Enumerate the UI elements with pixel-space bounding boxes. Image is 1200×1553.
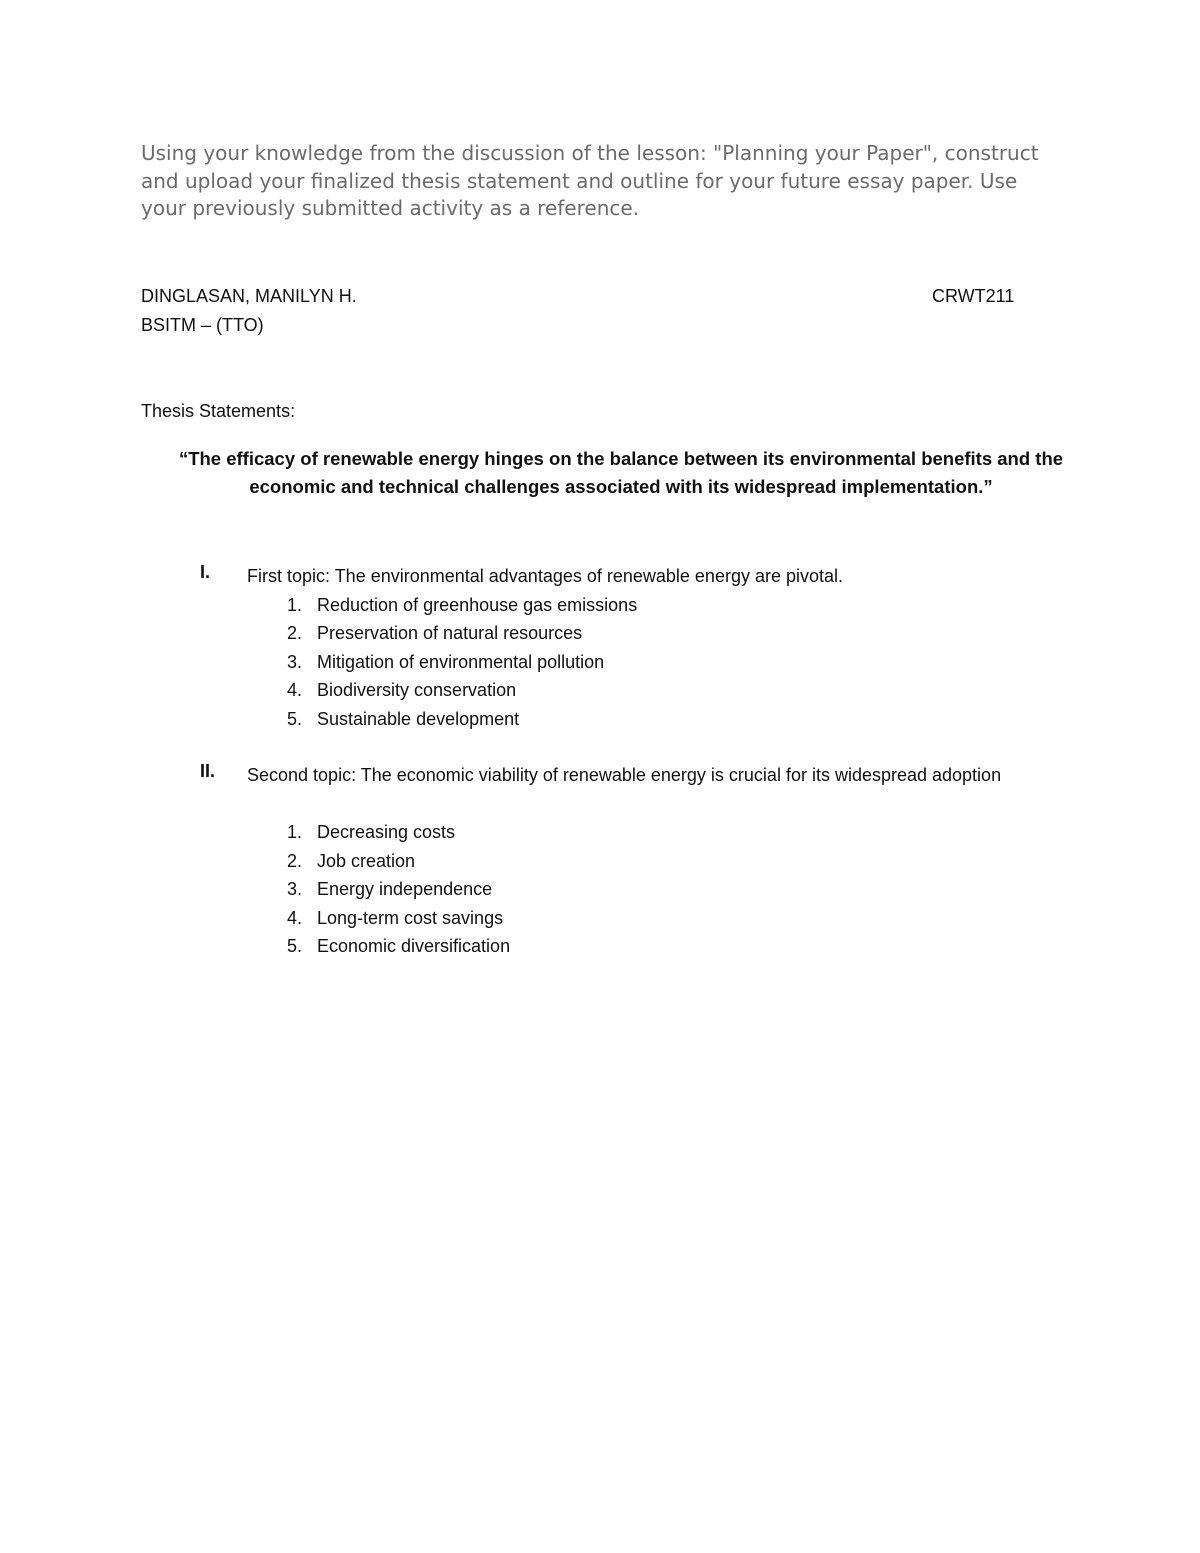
program-section: BSITM – (TTO) xyxy=(141,315,264,335)
item-text: Mitigation of environmental pollution xyxy=(317,651,605,672)
item-text: Energy independence xyxy=(317,879,493,899)
item-text: Sustainable development xyxy=(317,708,520,729)
item-text: Biodiversity conservation xyxy=(317,680,517,700)
section-topic: First topic: The environmental advantages of renewable energy are pivotal. xyxy=(247,566,844,586)
assignment-prompt: Using your knowledge from the discussion of the lesson: "Planning your Paper", construct and upload your finalized thesis statement and outline for your future essay paper. Use your previously submitted activity as a reference. xyxy=(141,141,1039,220)
course-code: CRWT211 xyxy=(932,286,1015,306)
item-number: 5. xyxy=(286,708,302,729)
item-text: Reduction of greenhouse gas emissions xyxy=(317,594,638,615)
section-numeral: II. xyxy=(200,761,216,781)
section-numeral: I. xyxy=(200,562,211,582)
item-number: 3. xyxy=(286,879,302,899)
thesis-label: Thesis Statements: xyxy=(141,401,296,421)
item-number: 2. xyxy=(286,850,302,871)
item-number: 5. xyxy=(286,936,302,956)
item-number: 2. xyxy=(286,623,302,643)
item-number: 1. xyxy=(286,594,302,615)
item-number: 4. xyxy=(286,907,302,928)
item-text: Preservation of natural resources xyxy=(317,623,583,643)
student-name: DINGLASAN, MANILYN H. xyxy=(141,286,357,306)
item-text: Decreasing costs xyxy=(317,822,456,842)
item-text: Long-term cost savings xyxy=(317,907,504,928)
thesis-statement: “The efficacy of renewable energy hinges on the balance between its environmental benefits and the economic and technical challenges associated with its widespread implementation.” xyxy=(178,448,1064,497)
item-number: 3. xyxy=(286,651,302,672)
item-text: Economic diversification xyxy=(317,936,511,956)
section-topic: Second topic: The economic viability of renewable energy is crucial for its widespread adoption xyxy=(247,765,1002,785)
item-number: 1. xyxy=(286,822,302,842)
item-number: 4. xyxy=(286,680,302,700)
item-text: Job creation xyxy=(317,850,416,871)
